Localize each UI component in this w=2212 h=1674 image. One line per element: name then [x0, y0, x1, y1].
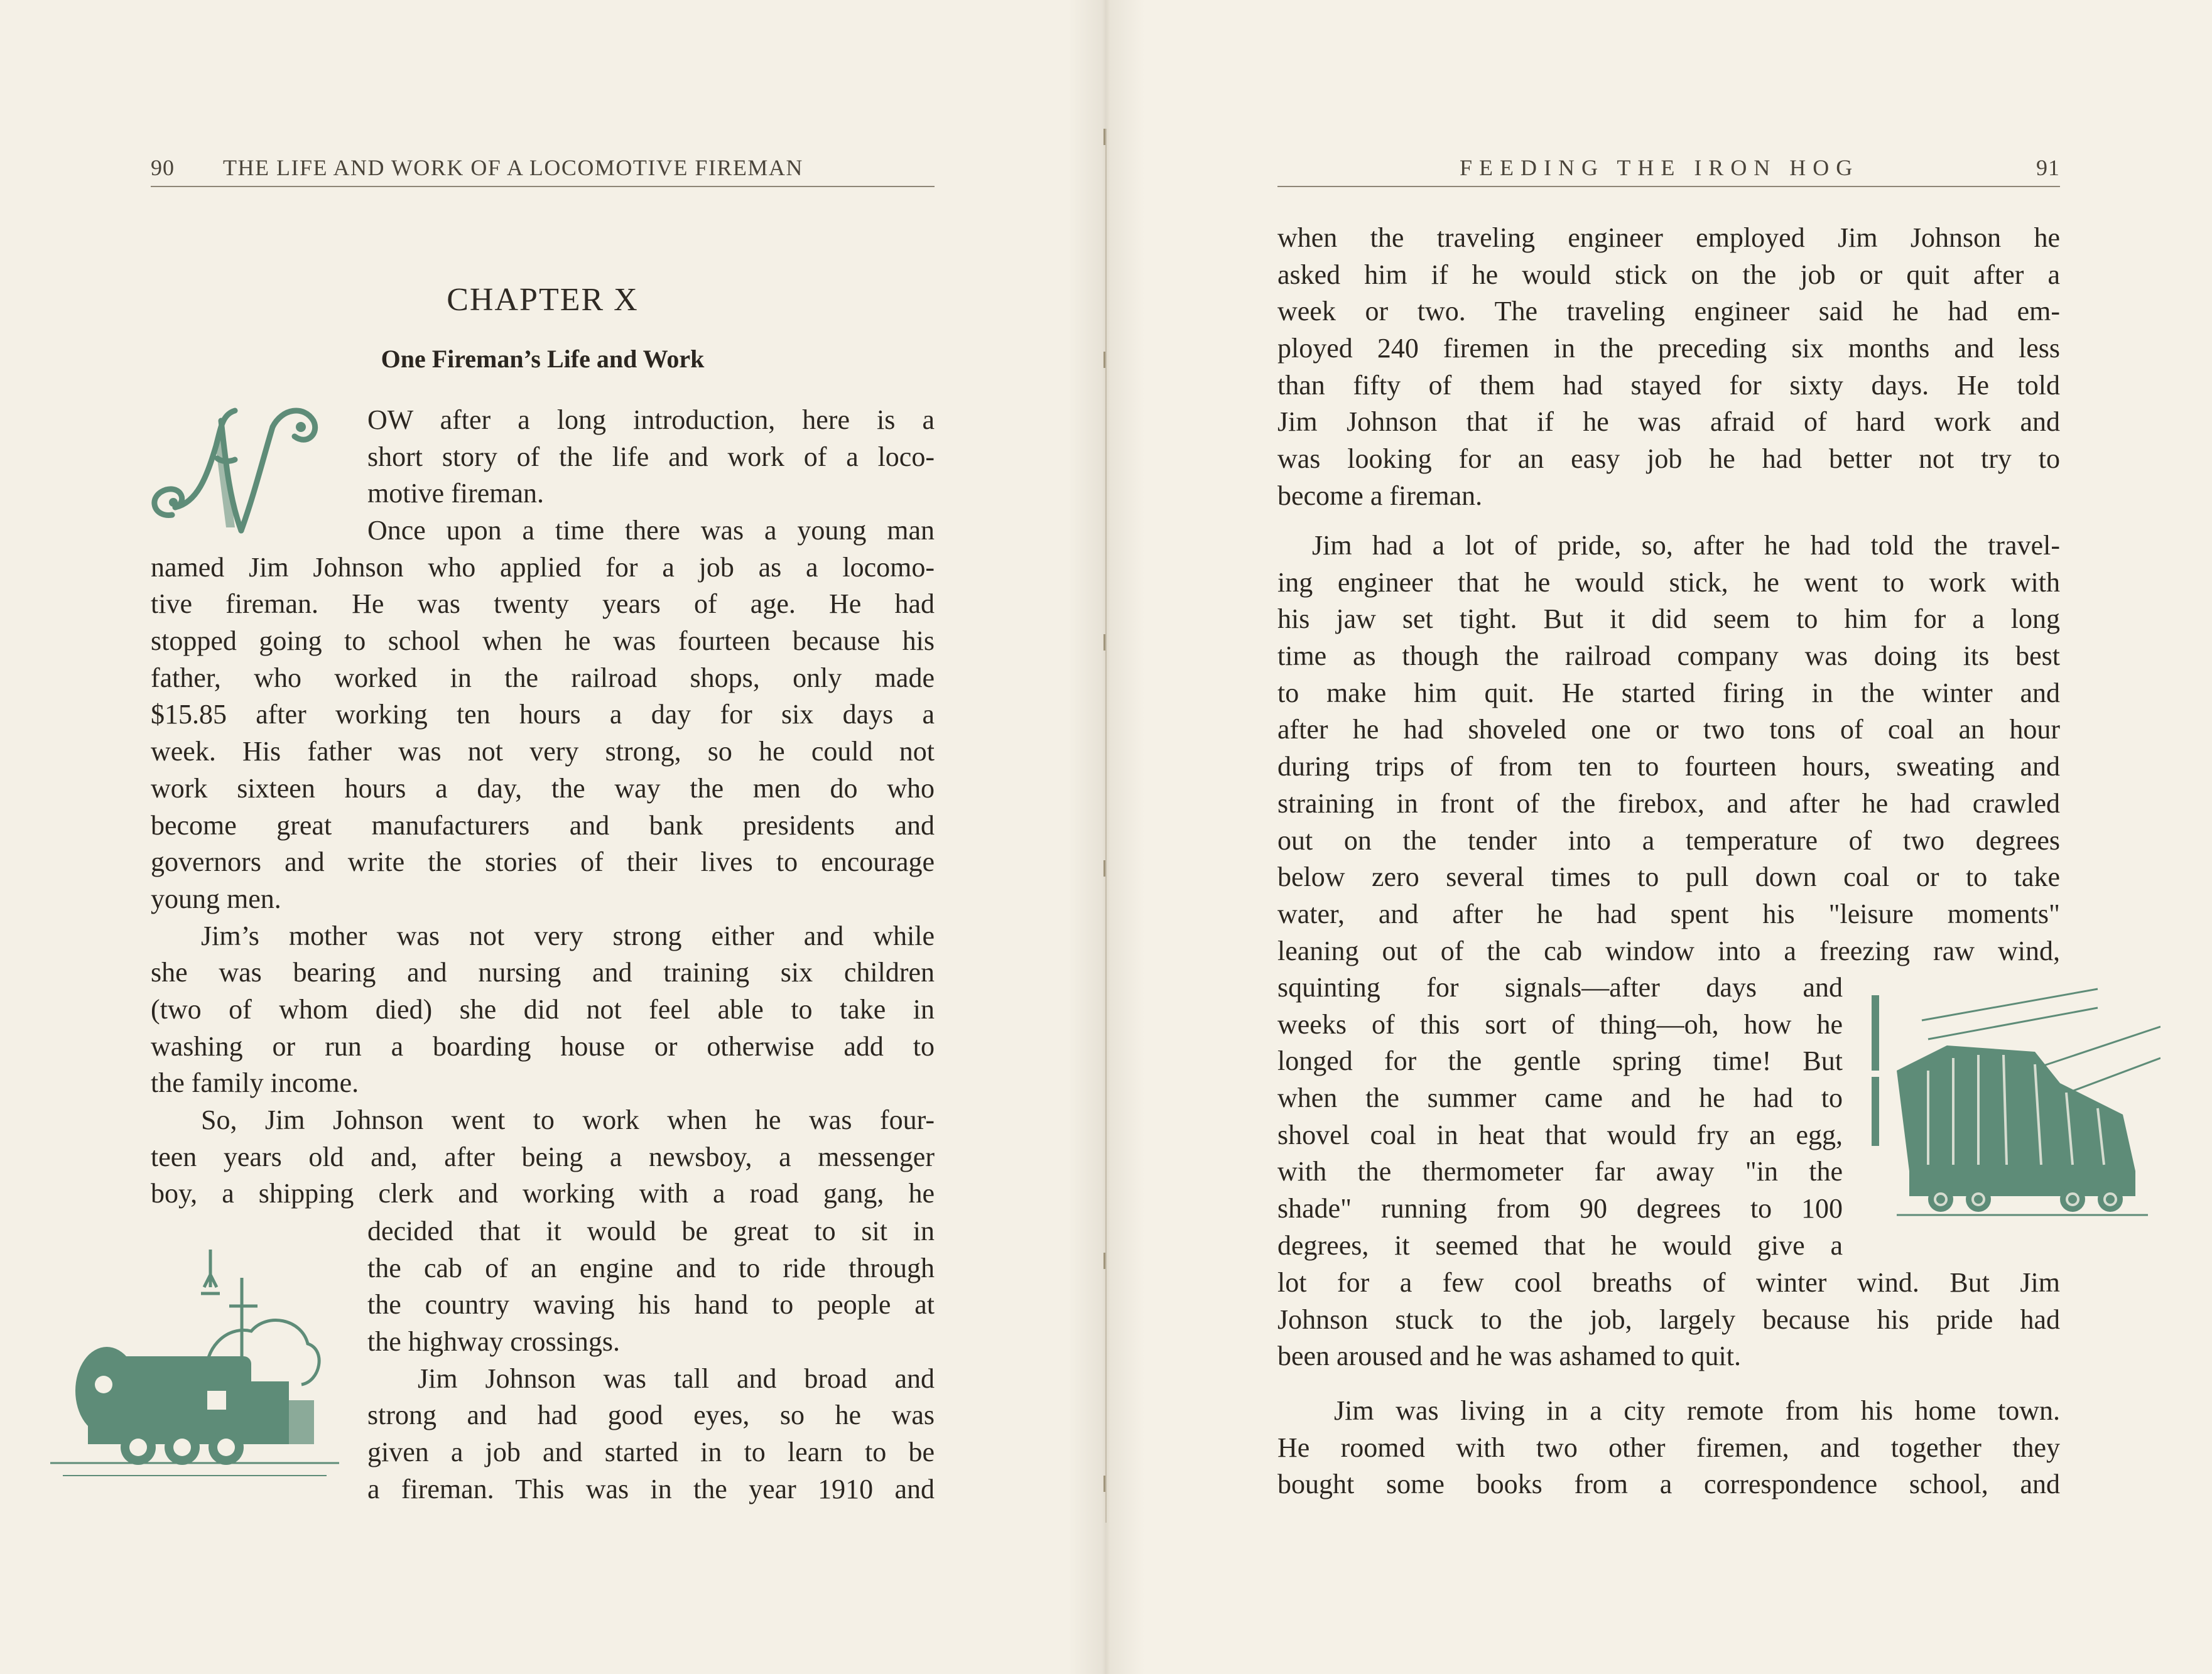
text-line: Jim had a lot of pride, so, after he had told the travel- — [1312, 530, 2060, 561]
text-line: the cab of an engine and to ride through — [367, 1252, 935, 1283]
text-line: decided that it would be great to sit in — [367, 1216, 935, 1246]
text-line: longed for the gentle spring time! But — [1277, 1045, 1843, 1077]
gutter-crease — [1105, 129, 1107, 1523]
text-line: below zero several times to pull down coal or to take — [1277, 861, 2060, 893]
text-line: the family income. — [151, 1067, 359, 1099]
text-line: straining in front of the firebox, and after he had crawled — [1277, 787, 2060, 819]
text-line: water, and after he had spent his "leisure moments" — [1277, 898, 2060, 929]
left-header-rule — [151, 186, 935, 187]
text-line: motive fireman. — [367, 478, 545, 509]
text-line: named Jim Johnson who applied for a job as a locomo- — [151, 551, 935, 583]
text-line: been aroused and he was ashamed to quit. — [1277, 1341, 1741, 1372]
right-paragraph-2-narrow — [1277, 969, 1843, 1265]
text-line: degrees, it seemed that he would give a — [1277, 1229, 1843, 1261]
text-line: was looking for an easy job he had better not try to — [1277, 443, 2060, 475]
right-paragraph-2 — [1277, 527, 2060, 969]
chapter-title: CHAPTER X — [447, 282, 639, 318]
text-line: week or two. The traveling engineer said he had em- — [1277, 296, 2060, 327]
text-line: out on the tender into a temperature of two degrees — [1277, 824, 2060, 856]
text-line: the country waving his hand to people at — [367, 1289, 935, 1320]
text-line: father, who worked in the railroad shops, only made — [151, 662, 935, 693]
text-line: short story of the life and work of a loco- — [367, 441, 935, 472]
text-line: Jim Johnson was tall and broad and — [418, 1363, 935, 1394]
text-line: ing engineer that he would stick, he went to work with — [1277, 566, 2060, 598]
binding-stitch — [1100, 352, 1109, 368]
locomotive-illustration-icon — [50, 1250, 339, 1488]
binding-stitch — [1100, 1253, 1109, 1269]
text-line: with the thermometer far away "in the — [1277, 1156, 1843, 1187]
text-line: Jim’s mother was not very strong either and while — [201, 920, 935, 951]
right-paragraph-2-end — [1277, 1265, 2060, 1375]
text-line: work sixteen hours a day, the way the men do who — [151, 772, 935, 804]
chapter-subtitle: One Fireman’s Life and Work — [381, 345, 705, 373]
text-line: a fireman. This was in the year 1910 and — [367, 1473, 935, 1504]
left-running-head: THE LIFE AND WORK OF A LOCOMOTIVE FIREMAN — [223, 155, 803, 180]
text-line: So, Jim Johnson went to work when he was four- — [201, 1104, 935, 1135]
text-line: after he had shoveled one or two tons of coal an hour — [1277, 714, 2060, 745]
text-line: his jaw set tight. But it did seem to him for a long — [1277, 603, 2060, 635]
text-line: washing or run a boarding house or otherwise add to — [151, 1030, 935, 1062]
text-line: Johnson stuck to the job, largely because his pride had — [1277, 1304, 2060, 1335]
text-line: (two of whom died) she did not feel able to take in — [151, 993, 935, 1025]
right-paragraph-1 — [1277, 220, 2060, 515]
right-running-head: FEEDING THE IRON HOG — [1460, 155, 1860, 180]
text-line: teen years old and, after being a newsboy, a messenger — [151, 1141, 935, 1172]
text-line: $15.85 after working ten hours a day for six days a — [151, 699, 935, 730]
text-line: tive fireman. He was twenty years of age. He had — [151, 588, 935, 620]
text-line: when the traveling engineer employed Jim Johnson he — [1277, 222, 2060, 253]
text-line: when the summer came and he had to — [1277, 1083, 1843, 1114]
right-running-header — [1277, 154, 2060, 188]
left-running-header — [151, 154, 935, 188]
drop-cap-letter: N — [309, 491, 314, 498]
right-paragraph-3 — [1277, 1393, 2060, 1503]
binding-stitch — [1100, 1476, 1109, 1492]
text-line: given a job and started in to learn to be — [367, 1437, 935, 1468]
text-line: bought some books from a correspondence school, and — [1277, 1469, 2060, 1500]
text-line: Jim Johnson that if he was afraid of hard work and — [1277, 406, 2060, 438]
text-line: stopped going to school when he was fourteen because his — [151, 625, 935, 657]
left-body-text-narrow — [367, 1213, 935, 1508]
text-line: boy, a shipping clerk and working with a road gang, he — [151, 1178, 935, 1209]
binding-stitch — [1100, 129, 1109, 145]
text-line: she was bearing and nursing and training six children — [151, 957, 935, 988]
text-line: leaning out of the cab window into a freezing raw wind, — [1277, 935, 2060, 966]
text-line: shade" running from 90 degrees to 100 — [1277, 1193, 1843, 1224]
text-line: become a fireman. — [1277, 480, 1483, 511]
text-line: the highway crossings. — [367, 1326, 621, 1358]
text-line: ployed 240 firemen in the preceding six months and less — [1277, 333, 2060, 364]
text-line: time as though the railroad company was doing its best — [1277, 640, 2060, 672]
left-body-text — [151, 512, 935, 1212]
text-line: during trips of from ten to fourteen hours, sweating and — [1277, 751, 2060, 782]
text-line: squinting for signals—after days and — [1277, 972, 1843, 1003]
text-line: Once upon a time there was a young man — [367, 515, 935, 546]
text-line: to make him quit. He started firing in the winter and — [1277, 677, 2060, 708]
text-line: young men. — [151, 883, 281, 914]
text-line: OW after a long introduction, here is a — [367, 404, 935, 435]
text-line: lot for a few cool breaths of winter wind. But Jim — [1277, 1267, 2060, 1298]
text-line: strong and had good eyes, so he was — [367, 1400, 935, 1431]
text-line: Jim was living in a city remote from his home town. — [1334, 1395, 2060, 1426]
binding-stitch — [1100, 860, 1109, 877]
tender-car-illustration-icon — [1872, 983, 2160, 1234]
text-line: than fifty of them had stayed for sixty days. He told — [1277, 369, 2060, 401]
left-page-number: 90 — [151, 155, 175, 180]
text-line: week. His father was not very strong, so he could not — [151, 736, 935, 767]
right-page-number: 91 — [2036, 155, 2060, 180]
text-line: governors and write the stories of their lives to encourage — [151, 846, 935, 878]
text-line: become great manufacturers and bank presidents and — [151, 809, 935, 841]
text-line: asked him if he would stick on the job or quit after a — [1277, 259, 2060, 290]
right-header-rule — [1277, 186, 2060, 187]
text-line: He roomed with two other firemen, and together they — [1277, 1432, 2060, 1463]
binding-stitch — [1100, 634, 1109, 651]
text-line: shovel coal in heat that would fry an egg, — [1277, 1119, 1843, 1150]
left-paragraph-intro — [367, 402, 935, 512]
text-line: weeks of this sort of thing—oh, how he — [1277, 1008, 1843, 1040]
